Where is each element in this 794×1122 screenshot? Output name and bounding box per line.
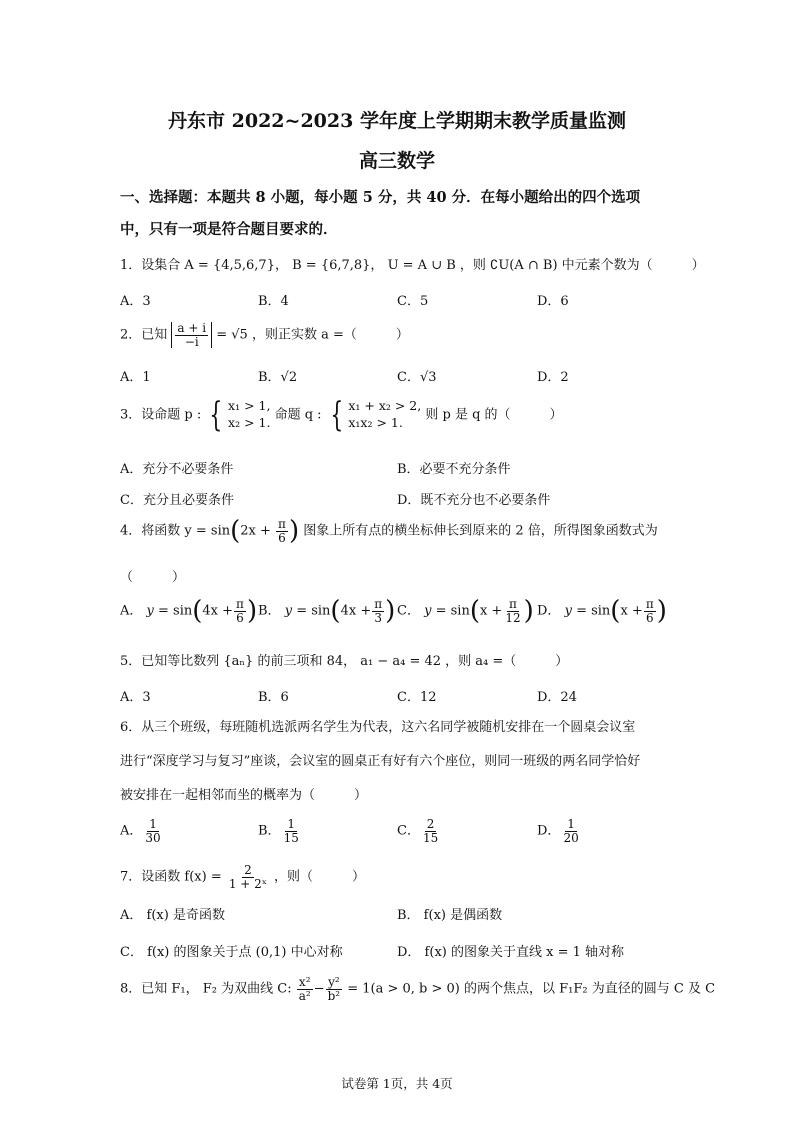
q8-f2-num: y²: [328, 975, 340, 989]
question-2-option-b: B．√2: [258, 370, 298, 385]
q4-arg: 2x +: [240, 523, 271, 539]
opt-label: D．: [537, 823, 561, 839]
exam-title: 丹东市 2022~2023 学年度上学期期末教学质量监测: [168, 110, 626, 132]
question-6-line3: 被安排在一起相邻而坐的概率为（ ）: [120, 788, 368, 803]
q8-suffix: = 1(a > 0, b > 0) 的两个焦点，以 F₁F₂ 为直径的圆与 C 及 C: [347, 981, 716, 997]
q3-system-p: [205, 395, 271, 435]
opt-num: 1: [567, 817, 575, 831]
q3-mid: 命题 q :: [274, 407, 322, 423]
q2-fraction: [175, 322, 208, 348]
opt-num: π: [645, 597, 654, 611]
q4-suffix: 图象上所有点的横坐标伸长到原来的 2 倍，所得图象函数式为: [303, 523, 658, 539]
opt-num: π: [374, 597, 383, 611]
opt-den: 12: [505, 610, 521, 625]
opt-num: π: [236, 597, 244, 611]
question-3-stem: [120, 395, 563, 435]
opt-num: 1: [149, 817, 157, 831]
section-heading-line1: 一、选择题：本题共 8 小题，每小题 5 分，共 40 分．在每小题给出的四个选项: [120, 189, 641, 206]
question-6-option-a: [120, 818, 164, 844]
opt-den: 6: [236, 610, 244, 625]
page-footer: 试卷第 1页，共 4页: [341, 1076, 453, 1091]
question-6-option-d: [537, 818, 582, 844]
opt-label: B．: [258, 823, 281, 839]
q3-q-row1: x₁ + x₂ > 2,: [348, 398, 422, 414]
question-5-option-b: B．6: [258, 690, 289, 705]
q8-prefix: 8．已知 F₁， F₂ 为双曲线 C:: [120, 981, 292, 997]
question-1-stem: 1．设集合 A = {4,5,6,7}， B = {6,7,8}， U = A ∪ B ，则 ∁U(A ∩ B) 中元素个数为（ ）: [120, 258, 705, 273]
question-8-stem: 8．已知 F₁， F₂ 为双曲线 C: $\frac{\text{x²}}{\text{a²}}$ − $\frac{\text{y²}}{\text{b²}}$ = 1(a > 0, b > 0) 的两个焦点，以 F₁F₂ 为直径的圆与 C 及 C: [120, 975, 716, 1003]
opt-den: 3: [374, 610, 382, 625]
question-1-option-b: B．4: [258, 294, 289, 309]
opt-label: C．: [397, 823, 420, 839]
q3-prefix: 3．设命题 p :: [120, 407, 202, 423]
q4-fraction: $\frac{\pi}{6}$: [278, 517, 286, 545]
q7-num: 2: [244, 863, 252, 877]
question-3-option-d: D．既不充分也不必要条件: [397, 493, 551, 508]
opt-den: 15: [422, 830, 439, 845]
question-1-option-a: A．3: [120, 294, 151, 309]
question-1-option-c: C．5: [397, 294, 429, 309]
opt-num: 2: [426, 817, 435, 831]
opt-den: 6: [645, 610, 654, 625]
question-3-option-c: C．充分且必要条件: [120, 493, 234, 508]
exam-subject: 高三数学: [358, 150, 435, 172]
q7-den: 1 + 2ˣ: [228, 876, 267, 891]
q3-suffix: 则 p 是 q 的（ ）: [425, 407, 563, 423]
question-6-option-b: [258, 818, 302, 844]
opt-den: 30: [145, 830, 161, 845]
opt-den: 20: [563, 830, 579, 845]
opt-arg: x +: [620, 603, 643, 619]
opt-den: 15: [283, 830, 299, 845]
question-7-option-b: B． f(x) 是偶函数: [397, 908, 503, 923]
q3-system-q: [326, 395, 422, 435]
opt-arg: 4x +: [202, 603, 234, 619]
question-7-option-c: C． f(x) 的图象关于点 (0,1) 中心对称: [120, 945, 343, 960]
q8-fraction-x: [297, 976, 313, 1002]
question-4-option-c: C． y = sin(x + $\frac{\pi}{12}$ ): [397, 596, 534, 627]
question-4-option-b: B． y = sin(4x + $\frac{\pi}{3}$ ): [258, 596, 396, 627]
opt-label: A．: [120, 823, 143, 839]
question-5-option-d: D．24: [537, 690, 577, 705]
question-4-option-d: D． y = sin(x + $\frac{\pi}{6}$ ): [537, 596, 667, 627]
question-5-option-c: C．12: [397, 690, 437, 705]
q3-p-row2: x₂ > 1.: [228, 415, 271, 430]
q3-q-row2: x₁x₂ > 1.: [348, 415, 403, 430]
question-5-stem: 5．已知等比数列 {aₙ} 的前三项和 84， a₁ − a₄ = 42 ，则 a₄ =（ ）: [120, 654, 569, 669]
q2-absolute-value: [171, 322, 212, 348]
question-7-option-d: D． f(x) 的图象关于直线 x = 1 轴对称: [397, 945, 624, 960]
q8-f1-den: a²: [298, 988, 311, 1003]
question-7-option-a: A． f(x) 是奇函数: [120, 908, 225, 923]
q7-prefix: 7．设函数 f(x) =: [120, 869, 222, 885]
q4-prefix: 4．将函数 y = sin: [120, 523, 231, 539]
question-7-stem: [120, 864, 365, 890]
q8-f1-num: x²: [298, 975, 311, 989]
question-6-line2: 进行“深度学习与复习”座谈，会议室的圆桌正有好有六个座位，则同一班级的两名同学恰好: [120, 754, 641, 769]
opt-arg: x +: [479, 603, 503, 619]
q2-prefix: 2．已知: [120, 327, 168, 343]
opt-num: 1: [287, 817, 296, 831]
section-heading-line2: 中，只有一项是符合题目要求的．: [120, 221, 338, 238]
opt-label: D．: [537, 603, 561, 619]
opt-label: C．: [397, 603, 420, 619]
q7-fraction: [227, 864, 269, 890]
question-1-option-d: D．6: [537, 294, 569, 309]
opt-arg: 4x +: [340, 603, 372, 619]
q8-f2-den: b²: [327, 988, 341, 1003]
question-3-option-b: B．必要不充分条件: [397, 462, 511, 477]
question-4-blank: （ ）: [120, 570, 186, 585]
q8-fraction-y: [326, 976, 343, 1002]
opt-label: A．: [120, 603, 143, 619]
left-brace-icon: {: [330, 395, 344, 435]
question-2-option-d: D．2: [537, 370, 569, 385]
question-6-option-c: [397, 818, 441, 844]
q2-suffix: = √5 ，则正实数 a =（ ）: [216, 327, 409, 343]
question-2-stem: [120, 322, 409, 348]
question-2-option-c: C．√3: [397, 370, 437, 385]
question-4-stem: 4．将函数 y = sin(2x + $\frac{\pi}{6}$ ) 图象上所有点的横坐标伸长到原来的 2 倍，所得图象函数式为: [120, 516, 658, 547]
q2-frac-den: −i: [184, 334, 199, 349]
q7-suffix: ，则（ ）: [274, 869, 366, 885]
question-6-line1: 6．从三个班级，每班随机选派两名学生为代表，这六名同学被随机安排在一个圆桌会议室: [120, 720, 636, 735]
question-4-option-a: A． y = sin(4x + $\frac{\pi}{6}$ ): [120, 596, 258, 627]
opt-label: B．: [258, 603, 281, 619]
question-2-option-a: A．1: [120, 370, 151, 385]
question-3-option-a: A．充分不必要条件: [120, 462, 234, 477]
opt-num: π: [509, 597, 517, 611]
q2-frac-num: a + i: [177, 321, 207, 335]
q3-p-row1: x₁ > 1,: [228, 398, 271, 414]
question-5-option-a: A．3: [120, 690, 151, 705]
left-brace-icon: {: [209, 395, 223, 435]
